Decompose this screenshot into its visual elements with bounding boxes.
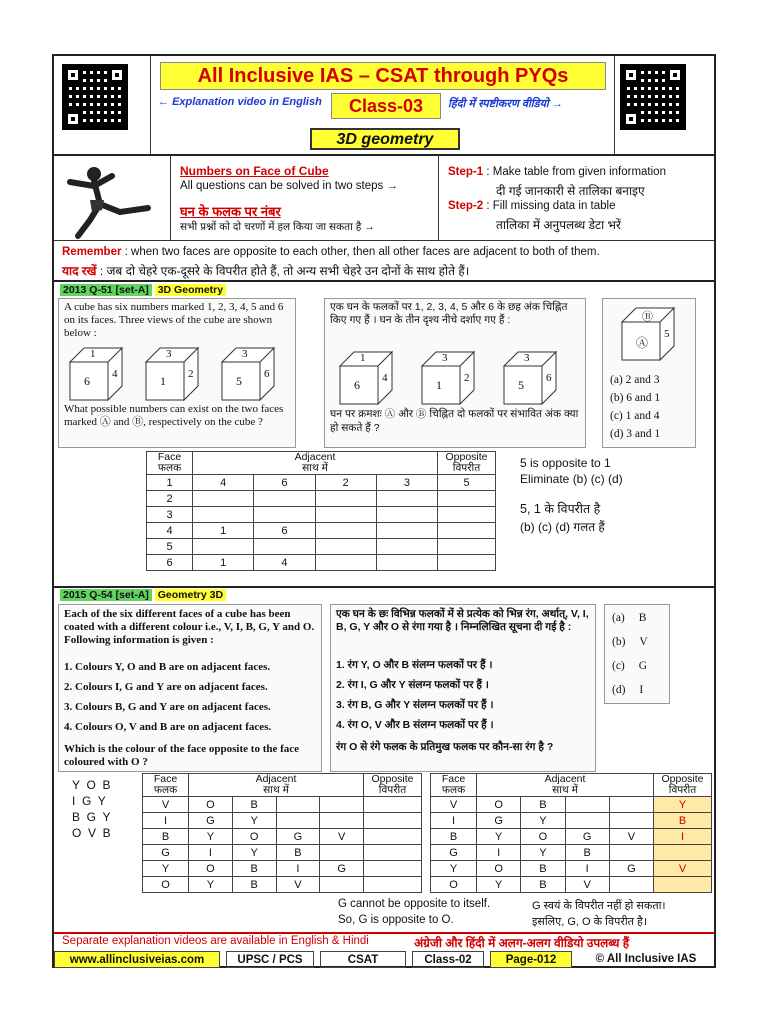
cube-front-number: 1: [436, 378, 442, 392]
table-cell: B: [431, 829, 477, 845]
table-cell: 2: [147, 491, 193, 507]
cube-top-number: 3: [442, 352, 448, 364]
table-cell: [193, 539, 254, 555]
table-cell: I: [276, 861, 320, 877]
header-opposite-en: Opposite: [661, 773, 704, 785]
table-cell: B: [654, 813, 712, 829]
table-cell: B: [521, 861, 565, 877]
table-cell: B: [565, 845, 609, 861]
table-cell: [565, 797, 609, 813]
table-cell: [315, 523, 376, 539]
table-cell: G: [276, 829, 320, 845]
table-cell: [438, 523, 496, 539]
table-cell: 1: [193, 555, 254, 571]
cube-front-number: 5: [518, 378, 524, 392]
q2-triple: O V B: [72, 826, 111, 840]
table-cell: 5: [438, 475, 496, 491]
table-cell: [364, 845, 422, 861]
table-row: [431, 797, 712, 813]
step-1: Step-1 : Make table from given information: [448, 166, 666, 178]
table-row: [143, 845, 422, 861]
header-divider-right: [614, 56, 615, 154]
header-face-en: Face: [153, 773, 178, 785]
table-cell: [315, 539, 376, 555]
table-cell: Y: [189, 829, 233, 845]
table-cell: 6: [147, 555, 193, 571]
cube-side-number: 4: [382, 372, 388, 384]
q2-conclusion-en-1: G cannot be opposite to itself.: [338, 898, 491, 910]
q2-conclusion-hi-1: G स्वयं के विपरीत नहीं हो सकता।: [532, 900, 666, 912]
table-row: [431, 861, 712, 877]
q1-question-en: A cube has six numbers marked 1, 2, 3, 4, 5 and 6 on its faces. Three views of the cube are shown below :: [64, 301, 284, 339]
table-cell: [315, 507, 376, 523]
table-cell: I: [189, 845, 233, 861]
q2-option[interactable]: [612, 660, 666, 672]
cube-front-number: 6: [354, 378, 360, 392]
table-row: [147, 555, 496, 571]
table-cell: G: [609, 861, 653, 877]
table-cell: 2: [315, 475, 376, 491]
table-cell: V: [654, 861, 712, 877]
header-adjacent-hi: साथ में: [263, 784, 289, 796]
cube-top-number: 3: [524, 352, 530, 364]
video-english-link[interactable]: ← Explanation video in English: [158, 96, 322, 108]
table-cell: O: [521, 829, 565, 845]
q1-note-2: Eliminate (b) (c) (d): [520, 472, 623, 486]
table-cell: I: [143, 813, 189, 829]
class-label: Class-03: [331, 93, 441, 119]
header-face-en: Face: [441, 773, 466, 785]
table-row: [147, 507, 496, 523]
cube-top-number: 3: [242, 348, 248, 360]
table-cell: [438, 539, 496, 555]
header-face-hi: फलक: [157, 462, 182, 474]
table-cell: [254, 507, 315, 523]
table-cell: [320, 813, 364, 829]
q2-table-left: [142, 773, 422, 893]
header-adjacent: [189, 774, 364, 797]
header-face-hi: फलक: [441, 784, 466, 796]
table-cell: B: [232, 877, 276, 893]
table-cell: [654, 877, 712, 893]
table-cell: V: [565, 877, 609, 893]
table-cell: V: [431, 797, 477, 813]
table-cell: 1: [147, 475, 193, 491]
table-cell: V: [609, 829, 653, 845]
header-face: [147, 452, 193, 475]
step-2: Step-2 : Fill missing data in table: [448, 200, 616, 212]
header-adjacent-en: Adjacent: [255, 773, 297, 785]
q2-option-value: G: [638, 660, 648, 672]
q2-option-value: B: [638, 612, 647, 624]
table-cell: [320, 877, 364, 893]
q2-conclusion-en-2: So, G is opposite to O.: [338, 914, 454, 926]
table-cell: 6: [254, 523, 315, 539]
table-cell: I: [431, 813, 477, 829]
header-face-en: Face: [157, 451, 182, 463]
divider: [54, 154, 714, 156]
table-cell: 4: [147, 523, 193, 539]
step-2-hindi: तालिका में अनुपलब्ध डेटा भरें: [496, 218, 621, 232]
table-cell: [654, 845, 712, 861]
divider: [54, 586, 714, 588]
table-cell: [438, 507, 496, 523]
intro-title-hi: घन के फलक पर नंबर: [180, 204, 281, 219]
header-adjacent-en: Adjacent: [294, 451, 336, 463]
table-cell: 4: [193, 475, 254, 491]
table-cell: 4: [254, 555, 315, 571]
q2-triple: I G Y: [72, 794, 106, 808]
table-cell: G: [189, 813, 233, 829]
q2-question-hi: एक घन के छः विभिन्न फलकों में से प्रत्येक को भिन्न रंग, अर्थात्, V, I, B, G, Y और O से रंगा गया है । निम्नलिखित सूचना दी गई है :: [336, 608, 589, 633]
q2-condition-en: 3. Colours B, G and Y are on adjacent faces.: [64, 701, 271, 713]
table-cell: 1: [193, 523, 254, 539]
q2-conclusion-hi-2: इसलिए, G, O के विपरीत है।: [532, 916, 648, 928]
table-cell: [315, 555, 376, 571]
q2-option-letter: (c): [612, 660, 625, 672]
cube-view: [338, 350, 394, 406]
table-cell: Y: [521, 845, 565, 861]
footer-line-en: Separate explanation videos are available in English & Hindi: [62, 935, 369, 947]
table-cell: [376, 523, 437, 539]
table-cell: [364, 813, 422, 829]
footer-class: Class-02: [412, 951, 484, 968]
qr-code-left[interactable]: [62, 64, 128, 130]
table-cell: [376, 491, 437, 507]
header-adjacent: [477, 774, 654, 797]
table-cell: B: [521, 877, 565, 893]
table-row: [143, 861, 422, 877]
q2-english-box: [58, 604, 322, 772]
table-cell: B: [232, 797, 276, 813]
table-cell: Y: [431, 861, 477, 877]
table-row: [431, 829, 712, 845]
q1-option[interactable]: (a) 2 and 3: [610, 374, 660, 386]
header-face-hi: फलक: [153, 784, 178, 796]
header-opposite-en: Opposite: [445, 451, 488, 463]
q2-table-right: [430, 773, 712, 893]
table-cell: [276, 813, 320, 829]
q1-option[interactable]: (d) 3 and 1: [610, 428, 661, 440]
table-cell: G: [320, 861, 364, 877]
table-cell: [320, 797, 364, 813]
cube-view: [502, 350, 558, 406]
footer-copyright: © All Inclusive IAS: [595, 953, 697, 965]
table-cell: G: [565, 829, 609, 845]
q2-question-hi-2: रंग O से रंगे फलक के प्रतिमुख फलक पर कौन-सा रंग है ?: [336, 741, 554, 753]
table-row: [143, 813, 422, 829]
cube-view: [144, 346, 200, 402]
q2-option-letter: (a): [612, 612, 625, 624]
table-header-row: [147, 452, 496, 475]
table-cell: O: [431, 877, 477, 893]
step-1-hindi: दी गई जानकारी से तालिका बनाइए: [496, 184, 645, 198]
cube-view: [220, 346, 276, 402]
q2-tag: 2015 Q-54 [set-A] Geometry 3D: [60, 589, 226, 601]
table-cell: [193, 507, 254, 523]
table-cell: I: [565, 861, 609, 877]
header-face: [143, 774, 189, 797]
header-adjacent-hi: साथ में: [302, 462, 328, 474]
table-cell: O: [189, 861, 233, 877]
table-cell: [364, 829, 422, 845]
table-cell: [364, 877, 422, 893]
table-cell: [609, 813, 653, 829]
table-cell: V: [276, 877, 320, 893]
q1-option[interactable]: (c) 1 and 4: [610, 410, 660, 422]
table-row: [147, 491, 496, 507]
table-row: [147, 475, 496, 491]
table-cell: V: [143, 797, 189, 813]
cube-view: [420, 350, 476, 406]
table-cell: Y: [477, 877, 521, 893]
table-cell: [609, 877, 653, 893]
q2-condition-en: 4. Colours O, V and B are on adjacent faces.: [64, 721, 272, 733]
table-cell: [609, 845, 653, 861]
table-cell: G: [477, 813, 521, 829]
q2-condition-en: 2. Colours I, G and Y are on adjacent faces.: [64, 681, 268, 693]
table-cell: G: [431, 845, 477, 861]
table-cell: V: [320, 829, 364, 845]
table-cell: B: [276, 845, 320, 861]
table-cell: Y: [143, 861, 189, 877]
table-cell: Y: [521, 813, 565, 829]
q2-option-value: V: [639, 636, 648, 648]
q2-condition-hi: 3. रंग B, G और Y संलग्न फलकों पर हैं ।: [336, 699, 494, 711]
table-cell: 3: [147, 507, 193, 523]
cube-side-number: 2: [464, 372, 470, 384]
table-row: [143, 797, 422, 813]
header-opposite-hi: विपरीत: [378, 784, 407, 796]
q1-option[interactable]: (b) 6 and 1: [610, 392, 661, 404]
q2-question-en-2: Which is the colour of the face opposite to the face coloured with O ?: [64, 743, 300, 768]
q2-option-value: I: [639, 684, 644, 696]
table-cell: [376, 555, 437, 571]
cube-top-number: 1: [90, 348, 96, 360]
table-cell: Y: [232, 813, 276, 829]
table-cell: Y: [477, 829, 521, 845]
cube-side-number: 5: [664, 328, 670, 340]
table-cell: [438, 491, 496, 507]
table-row: [431, 845, 712, 861]
title-banner: All Inclusive IAS – CSAT through PYQs: [160, 62, 606, 90]
table-cell: [609, 797, 653, 813]
cube-side-number: 6: [546, 372, 552, 384]
table-cell: I: [477, 845, 521, 861]
q2-condition-hi: 4. रंग O, V और B संलग्न फलकों पर हैं ।: [336, 719, 494, 731]
cube-front-number: 5: [236, 374, 242, 388]
table-cell: O: [143, 877, 189, 893]
divider: [54, 280, 714, 282]
q1-table: [146, 451, 496, 571]
table-cell: [376, 507, 437, 523]
video-hindi-link[interactable]: हिंदी में स्पष्टीकरण वीडियो →: [448, 98, 563, 110]
q1-tag: 2013 Q-51 [set-A] 3D Geometry: [60, 284, 226, 296]
table-cell: O: [477, 797, 521, 813]
table-row: [143, 829, 422, 845]
cube-side-number: 4: [112, 368, 118, 380]
table-row: [147, 539, 496, 555]
table-cell: I: [654, 829, 712, 845]
table-cell: [254, 491, 315, 507]
table-cell: B: [143, 829, 189, 845]
table-cell: Y: [654, 797, 712, 813]
q2-option-letter: (b): [612, 636, 626, 648]
cube-front-number: Ⓐ: [636, 336, 649, 350]
q2-condition-hi: 1. रंग Y, O और B संलग्न फलकों पर हैं ।: [336, 659, 493, 671]
table-cell: [315, 491, 376, 507]
table-cell: B: [521, 797, 565, 813]
cube-top-number: 3: [166, 348, 172, 360]
cube-top-number: 1: [360, 352, 366, 364]
q2-question-en: Each of the six different faces of a cube has been coated with a different colour i.e., V, I, B, G, Y and O. Following information is given :: [64, 608, 315, 646]
table-cell: 6: [254, 475, 315, 491]
q2-option[interactable]: [612, 612, 666, 624]
q2-conditions-hi: [336, 659, 592, 739]
header-adjacent: [193, 452, 438, 475]
table-cell: [364, 797, 422, 813]
header-adjacent-en: Adjacent: [544, 773, 586, 785]
martial-arts-figure: [60, 160, 164, 240]
cube-top-number: Ⓑ: [642, 311, 653, 323]
intro-title-en: Numbers on Face of Cube: [180, 164, 329, 178]
table-cell: O: [189, 797, 233, 813]
table-cell: [376, 539, 437, 555]
cube-side-number: 2: [188, 368, 194, 380]
q2-condition-en: 1. Colours Y, O and B are on adjacent faces.: [64, 661, 271, 673]
table-cell: 3: [376, 475, 437, 491]
table-cell: Y: [189, 877, 233, 893]
footer-line-hi: अंग्रेजी और हिंदी में अलग-अलग वीडियो उपलब्ध हैं: [414, 936, 630, 950]
q2-triple: B G Y: [72, 810, 111, 824]
cube-front-number: 6: [84, 374, 90, 388]
table-row: [143, 877, 422, 893]
worksheet-page: [52, 54, 716, 968]
table-row: [147, 523, 496, 539]
remember-en: Remember : when two faces are opposite to each other, then all other faces are adjacent to both of them.: [62, 246, 600, 258]
q2-conditions-en: [64, 661, 318, 741]
divider: [438, 154, 439, 240]
footer-page: Page-012: [490, 951, 572, 968]
intro-line-en: All questions can be solved in two steps →: [180, 180, 398, 192]
header-opposite: [654, 774, 712, 797]
q1-question-en-2: What possible numbers can exist on the two faces marked Ⓐ and Ⓑ, respectively on the cube ?: [64, 403, 284, 428]
header-opposite: [438, 452, 496, 475]
footer-exam: UPSC / PCS: [226, 951, 314, 968]
table-cell: [364, 861, 422, 877]
footer-bar: [54, 951, 714, 968]
table-cell: 5: [147, 539, 193, 555]
footer-website-link[interactable]: www.allinclusiveias.com: [54, 951, 220, 968]
table-cell: [276, 797, 320, 813]
table-cell: [438, 555, 496, 571]
q2-hindi-box: [330, 604, 596, 772]
divider: [170, 154, 171, 240]
table-cell: [254, 539, 315, 555]
q1-question-hi-2: घन पर क्रमशः Ⓐ और Ⓑ चिह्नित दो फलकों पर संभावित अंक क्या हो सकते हैं ?: [330, 408, 579, 434]
qr-code-right[interactable]: [620, 64, 686, 130]
q1-note-3: 5, 1 के विपरीत है: [520, 502, 601, 516]
header-divider-left: [150, 56, 151, 154]
table-cell: Y: [232, 845, 276, 861]
q1-question-hi: एक घन के फलकों पर 1, 2, 3, 4, 5 और 6 के छह अंक चिह्नित किए गए हैं । घन के तीन दृश्य नीचे दर्शाए गए हैं :: [330, 301, 568, 326]
table-cell: O: [232, 829, 276, 845]
divider: [54, 240, 714, 241]
q2-option-letter: (d): [612, 684, 626, 696]
header-opposite: [364, 774, 422, 797]
q2-option[interactable]: [612, 636, 666, 648]
remember-hi: याद रखें : जब दो चेहरे एक-दूसरे के विपरीत होते हैं, तो अन्य सभी चेहरे उन दोनों के साथ होते हैं।: [62, 264, 470, 278]
table-cell: G: [143, 845, 189, 861]
table-row: [431, 813, 712, 829]
header-face: [431, 774, 477, 797]
table-row: [431, 877, 712, 893]
header-opposite-hi: विपरीत: [668, 784, 697, 796]
cube-view: [620, 306, 676, 362]
header-opposite-en: Opposite: [371, 773, 414, 785]
table-header-row: [143, 774, 422, 797]
q1-note-1: 5 is opposite to 1: [520, 456, 611, 470]
cube-side-number: 6: [264, 368, 270, 380]
table-cell: [193, 491, 254, 507]
q2-condition-hi: 2. रंग I, G और Y संलग्न फलकों पर हैं ।: [336, 679, 489, 691]
cube-view: [68, 346, 124, 402]
table-cell: B: [232, 861, 276, 877]
table-cell: O: [477, 861, 521, 877]
cube-front-number: 1: [160, 374, 166, 388]
footer-paper: CSAT: [320, 951, 406, 968]
table-cell: [565, 813, 609, 829]
table-cell: [320, 845, 364, 861]
table-header-row: [431, 774, 712, 797]
topic-title: 3D geometry: [310, 128, 460, 150]
q1-note-4: (b) (c) (d) गलत हैं: [520, 520, 605, 534]
header-adjacent-hi: साथ में: [552, 784, 578, 796]
header-opposite-hi: विपरीत: [452, 462, 481, 474]
q2-option[interactable]: [612, 684, 666, 696]
q2-triple: Y O B: [72, 778, 111, 792]
intro-line-hi: सभी प्रश्नों को दो चरणों में हल किया जा सकता है →: [180, 221, 375, 233]
